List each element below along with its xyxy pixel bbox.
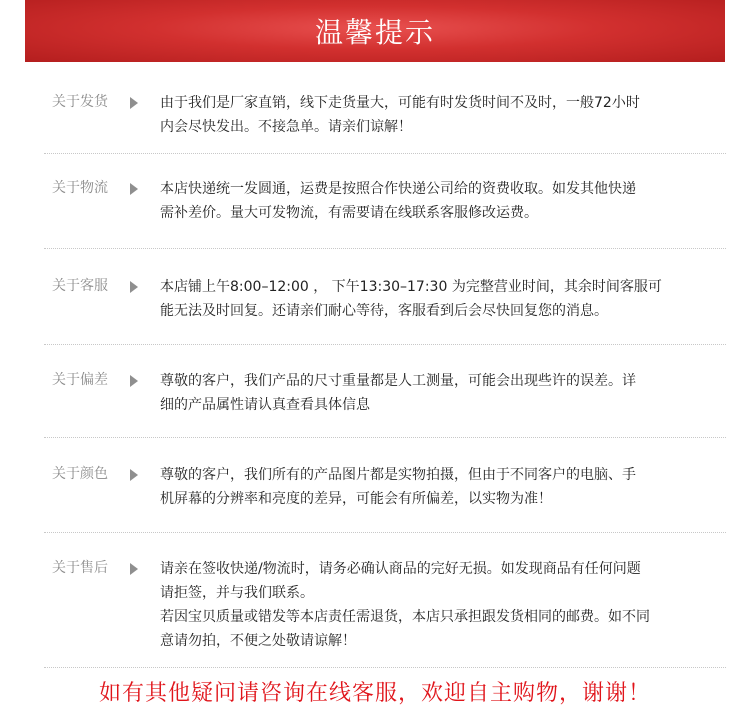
arrow-right-icon	[130, 281, 138, 293]
banner	[25, 0, 725, 62]
section-text: 尊敬的客户，我们产品的尺寸重量都是人工测量，可能会出现些许的误差。详 细的产品属性请认真查看具体信息	[160, 373, 636, 413]
divider	[44, 667, 726, 668]
section-label: 关于物流	[52, 180, 108, 196]
banner-title: 温馨提示	[314, 16, 435, 49]
divider	[44, 532, 726, 533]
section-label: 关于颜色	[52, 466, 108, 482]
section-label: 关于发货	[52, 94, 108, 110]
arrow-right-icon	[130, 469, 138, 481]
arrow-right-icon	[130, 183, 138, 195]
divider	[44, 437, 726, 438]
section-text: 尊敬的客户，我们所有的产品图片都是实物拍摄，但由于不同客户的电脑、手 机屏幕的分辨率和亮度的差异，可能会有所偏差，以实物为准！	[160, 467, 636, 507]
section-text: 由于我们是厂家直销，线下走货量大，可能有时发货时间不及时，一般72小时 内会尽快发出。不接急单。请亲们谅解！	[160, 95, 640, 135]
arrow-right-icon	[130, 375, 138, 387]
section-text: 请亲在签收快递/物流时，请务必确认商品的完好无损。如发现商品有任何问题 请拒签，并与我们联系。 若因宝贝质量或错发等本店责任需退货，本店只承担跟发货相同的邮费。如不同 意请勿拍，不便之处敬请谅解！	[160, 561, 650, 649]
section-label: 关于售后	[52, 560, 108, 576]
divider	[44, 344, 726, 345]
divider	[44, 153, 726, 154]
arrow-right-icon	[130, 97, 138, 109]
arrow-right-icon	[130, 563, 138, 575]
section-label: 关于客服	[52, 278, 108, 294]
divider	[44, 248, 726, 249]
section-text: 本店快递统一发圆通，运费是按照合作快递公司给的资费收取。如发其他快递 需补差价。量大可发物流，有需要请在线联系客服修改运费。	[160, 181, 636, 221]
section-text: 本店铺上午8:00–12:00 ， 下午13:30–17:30 为完整营业时间，其余时间客服可 能无法及时回复。还请亲们耐心等待，客服看到后会尽快回复您的消息。	[160, 279, 662, 319]
footer-notice: 如有其他疑问请咨询在线客服，欢迎自主购物，谢谢！	[98, 681, 651, 706]
section-label: 关于偏差	[52, 372, 108, 388]
